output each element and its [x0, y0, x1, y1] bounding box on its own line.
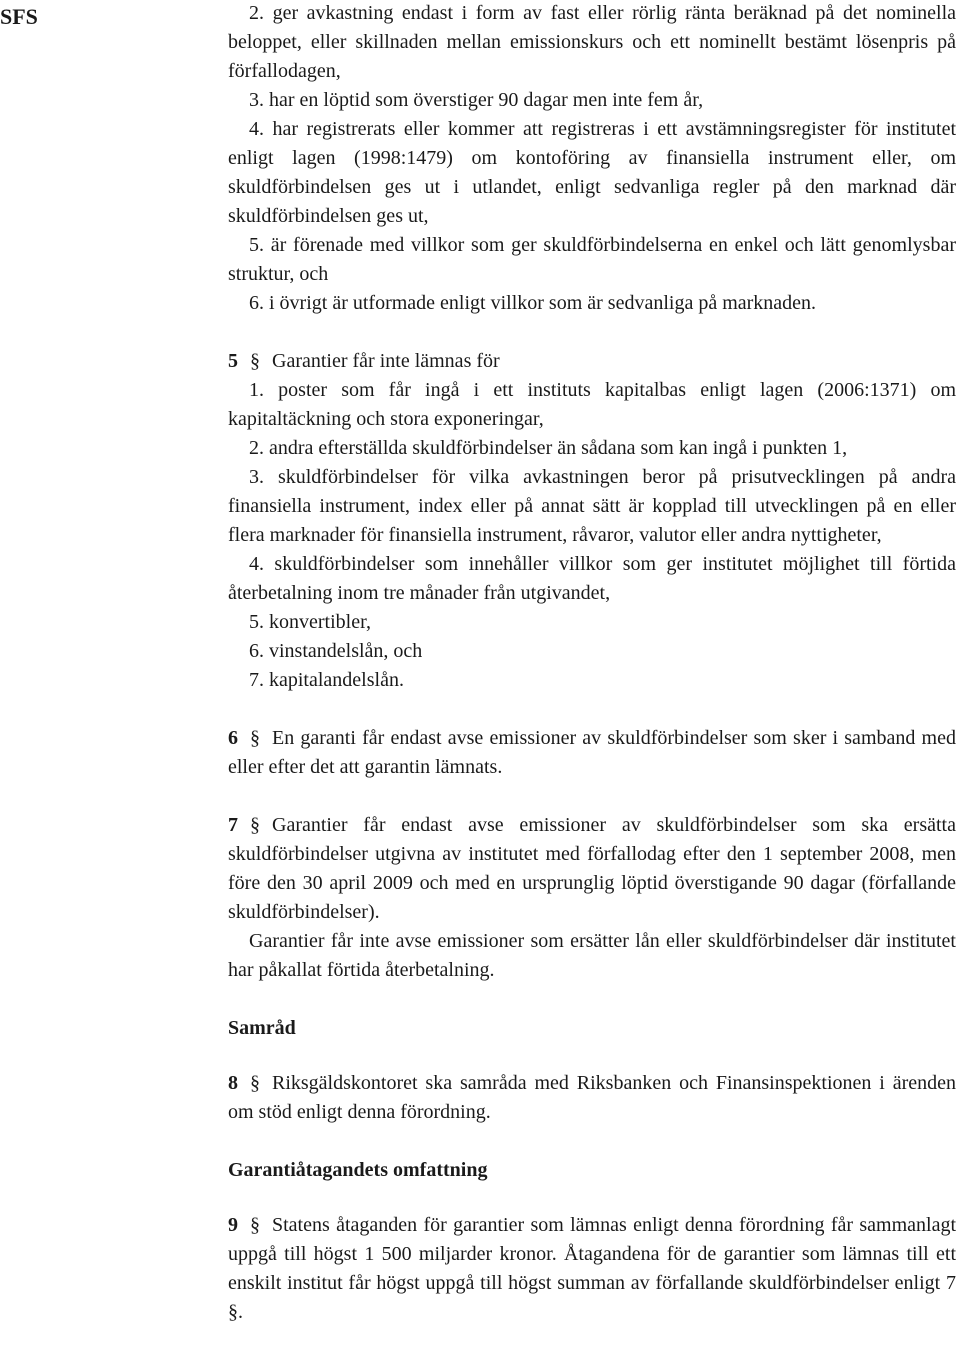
section-8: [228, 1069, 956, 1127]
paragraph-sign: §: [250, 1214, 260, 1236]
list-item: 3. har en löptid som överstiger 90 dagar men inte fem år,: [249, 89, 704, 111]
paragraph-sign: §: [250, 814, 260, 836]
list-item: 6. vinstandelslån, och: [249, 640, 423, 662]
list-item: 2. ger avkastning endast i form av fast eller rörlig ränta beräknad på det nominella beloppet, eller skillnaden mellan emissionskurs och ett nominellt bestämt lösenpris på förfallodagen,: [228, 2, 956, 82]
paragraph-sign: §: [250, 350, 260, 372]
heading-omfattning: Garantiåtagandets omfattning: [228, 1159, 488, 1181]
list-item: 1. poster som får ingå i ett instituts kapitalbas enligt lagen (2006:1371) om kapitaltäckning och stora exponeringar,: [228, 379, 956, 430]
section-7-paragraph-2: Garantier får inte avse emissioner som ersätter lån eller skuldförbindelser där institutet har påkallat förtida återbetalning.: [228, 930, 956, 981]
list-item: 7. kapitalandelslån.: [249, 669, 404, 691]
document-body: [228, 0, 956, 1327]
section-text: Riksgäldskontoret ska samråda med Riksbanken och Finansinspektionen i ärenden om stöd enligt denna förordning.: [228, 1072, 956, 1123]
heading-samrad: Samråd: [228, 1017, 296, 1039]
list-item: 3. skuldförbindelser för vilka avkastningen beror på prisutvecklingen på andra finansiella instrument, index eller på annat sätt är kopplad till utvecklingen på en eller flera marknader för finansiella instrument, råvaror, valutor eller andra nyttigheter,: [228, 466, 956, 546]
paragraph-sign: §: [250, 1072, 260, 1094]
section-text: Garantier får inte lämnas för: [272, 350, 500, 372]
section-text: En garanti får endast avse emissioner av skuldförbindelser som sker i samband med eller efter det att garantin lämnats.: [228, 727, 956, 778]
section-6: [228, 724, 956, 782]
section-number: 6: [228, 727, 238, 749]
section-7: [228, 811, 956, 927]
section-9: [228, 1211, 956, 1327]
section-text: Garantier får endast avse emissioner av skuldförbindelser som ska ersätta skuldförbindelser utgivna av institutet med förfallodag efter den 1 september 2008, men före den 30 april 2009 och med en ursprunglig löptid överstigande 90 dagar (förfallande skuldförbindelser).: [228, 814, 956, 923]
section-number: 7: [228, 814, 238, 836]
list-item: 5. är förenade med villkor som ger skuldförbindelserna en enkel och lätt genomlysbar struktur, och: [228, 234, 956, 285]
list-item: 5. konvertibler,: [249, 611, 371, 633]
section-text: Statens åtaganden för garantier som lämnas enligt denna förordning får sammanlagt uppgå till högst 1 500 miljarder kronor. Åtagandena för de garantier som lämnas till ett enskilt institut får högst uppgå till högst summan av förfallande skuldförbindelser enligt 7 §.: [228, 1214, 956, 1323]
list-item: 4. har registrerats eller kommer att registreras i ett avstämningsregister för institutet enligt lagen (1998:1479) om kontoföring av finansiella instrument eller, om skuldförbindelsen ges ut i utlandet, enligt sedvanliga regler på den marknad där skuldförbindelsen ges ut,: [228, 118, 956, 227]
section-5-lead: [228, 347, 956, 376]
paragraph-sign: §: [250, 727, 260, 749]
list-item: 4. skuldförbindelser som innehåller villkor som ger institutet möjlighet till förtida återbetalning inom tre månader från utgivandet,: [228, 553, 956, 604]
section-number: 8: [228, 1072, 238, 1094]
list-item: 6. i övrigt är utformade enligt villkor som är sedvanliga på marknaden.: [249, 292, 817, 314]
list-item: 2. andra efterställda skuldförbindelser än sådana som kan ingå i punkten 1,: [249, 437, 848, 459]
section-number: 9: [228, 1214, 238, 1236]
sfs-marker: SFS: [0, 4, 38, 29]
section-number: 5: [228, 350, 238, 372]
